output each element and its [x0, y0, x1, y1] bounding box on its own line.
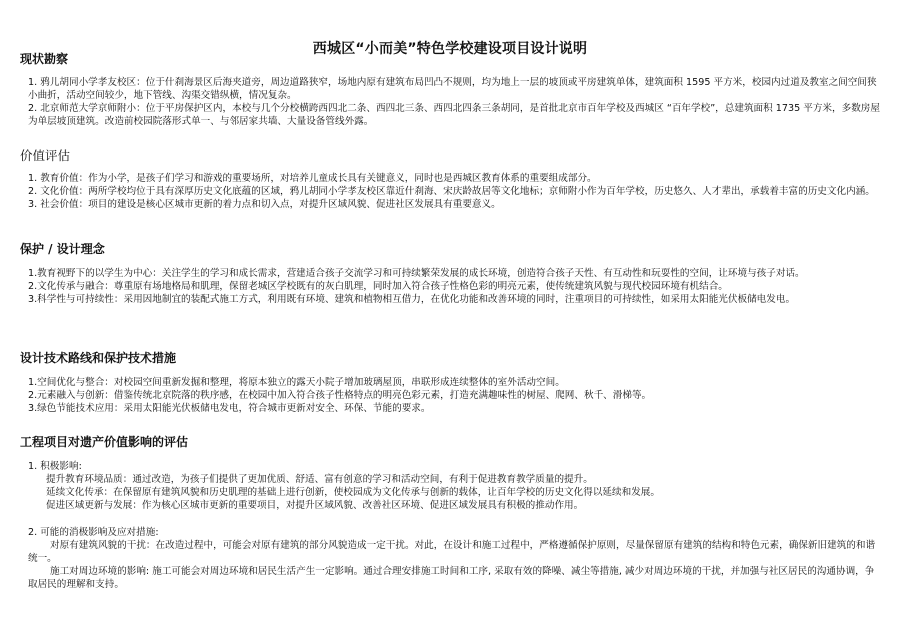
section-heading: 保护 / 设计理念 [20, 242, 105, 256]
survey-item-2: 2. 北京师范大学京师附小：位于平房保护区内，本校与几个分校横跨西四北二条、西四北三条、西四北四条三条胡同，是首批北京市百年学校及西城区 “百年学校”，总建筑面积 1735 平方米，多数房屋为单层坡顶建筑。改造前校园院落形式单一、与邻居家共墙、大量设备管线外露。 [28, 103, 880, 127]
route-item-1: 1.空间优化与整合：对校园空间重新发掘和整理，将原本独立的露天小院子增加玻璃屋顶，串联形成连续整体的室外活动空间。 [28, 377, 565, 388]
concept-item-2: 2.文化传承与融合：尊重原有场地格局和肌理，保留老城区学校既有的灰白肌理，同时加入符合孩子性格色彩的明亮元素，使传统建筑风貌与现代校园环境有机结合。 [28, 281, 728, 292]
value-item-2: 2. 文化价值：两所学校均位于具有深厚历史文化底蕴的区域，鸦儿胡同小学孝友校区靠近什刹海、宋庆龄故居等文化地标；京师附小作为百年学校，历史悠久、人才辈出，承载着丰富的历史文化内涵。 [28, 186, 875, 197]
positive-impact-item-2: 延续文化传承：在保留原有建筑风貌和历史肌理的基础上进行创新，使校园成为文化传承与创新的载体，让百年学校的历史文化得以延续和发展。 [46, 487, 660, 498]
route-item-3: 3.绿色节能技术应用：采用太阳能光伏板储电发电，符合城市更新对安全、环保、节能的要求。 [28, 403, 431, 414]
positive-impact-item-3: 促进区域更新与发展：作为核心区城市更新的重要项目，对提升区域风貌、改善社区环境、促进区域发展具有积极的推动作用。 [46, 500, 584, 511]
concept-item-1: 1.教育视野下的以学生为中心：关注学生的学习和成长需求，营建适合孩子交流学习和可持续繁荣发展的成长环境，创造符合孩子天性、有互动性和玩耍性的空间，让环境与孩子对话。 [28, 268, 805, 279]
section-heading: 工程项目对遗产价值影响的评估 [20, 435, 189, 449]
section-technical-route [20, 350, 880, 415]
section-heading: 设计技术路线和保护技术措施 [20, 351, 177, 365]
section-heading: 价值评估 [20, 148, 71, 163]
survey-item-1: 1. 鸦儿胡同小学孝友校区：位于什刹海景区后海夹道旁，周边道路狭窄，场地内原有建筑布局凹凸不规则，均为地上一层的坡顶或平房建筑单体，建筑面积 1595 平方米，校园内过道及教室之间空间狭小曲折，活动空间较少，地下管线、沟渠交错纵横，情况复杂。 [28, 77, 877, 101]
positive-impact-label: 1. 积极影响: [28, 461, 82, 472]
section-design-concept [20, 241, 880, 306]
negative-impact-label: 2. 可能的消极影响及应对措施: [28, 527, 159, 538]
negative-impact-item-2: 施工对周边环境的影响: 施工可能会对周边环境和居民生活产生一定影响。通过合理安排施工时间和工序, 采取有效的降噪、减尘等措施, 减少对周边环境的干扰，并加强与社区居民的沟通协调，争取居民的理解和支持。 [28, 566, 875, 590]
section-value-assessment [20, 148, 880, 211]
concept-item-3: 3.科学性与可持续性：采用因地制宜的装配式施工方式，利用既有环境、建筑和植物相互借力，在优化功能和改善环境的同时，注重项目的可持续性，如采用太阳能光伏板储电发电。 [28, 294, 796, 305]
section-heading: 现状勘察 [20, 52, 69, 66]
positive-impact-item-1: 提升教育环境品质：通过改造，为孩子们提供了更加优质、舒适、富有创意的学习和活动空间，有利于促进教育教学质量的提升。 [46, 474, 593, 485]
value-item-1: 1. 教育价值：作为小学，是孩子们学习和游戏的重要场所，对培养儿童成长具有关键意义，同时也是西城区教育体系的重要组成部分。 [28, 173, 597, 184]
section-site-survey [20, 51, 880, 128]
section-impact-assessment [20, 434, 880, 591]
document-title: 西城区“小而美”特色学校建设项目设计说明 [312, 41, 588, 57]
route-item-2: 2.元素融入与创新：借鉴传统北京院落的秩序感，在校园中加入符合孩子性格特点的明亮色彩元素，打造充满趣味性的树屋、爬网、秋千、滑梯等。 [28, 390, 652, 401]
negative-impact-item-1: 对原有建筑风貌的干扰：在改造过程中，可能会对原有建筑的部分风貌造成一定干扰。对此，在设计和施工过程中，严格遵循保护原则，尽量保留原有建筑的结构和特色元素，确保新旧建筑的和谐统一。 [28, 540, 876, 564]
value-item-3: 3. 社会价值：项目的建设是核心区城市更新的着力点和切入点，对提升区域风貌、促进社区发展具有重要意义。 [28, 199, 501, 210]
